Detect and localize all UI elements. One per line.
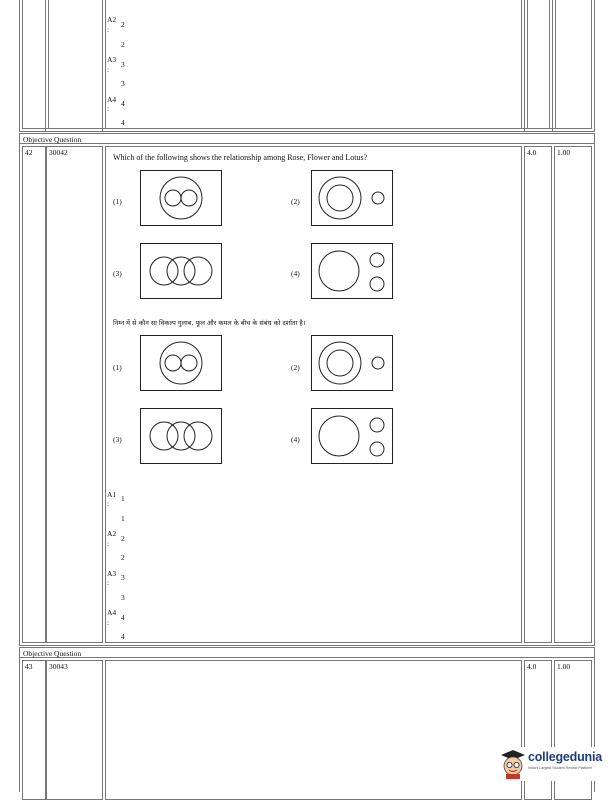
- q43-id-cell: [46, 660, 103, 800]
- q42-number-cell: [22, 146, 46, 643]
- logo-tagline: India's Largest Student Review Platform: [528, 766, 592, 770]
- section-header-text: Objective Question: [23, 135, 82, 144]
- option-label: (1): [113, 363, 122, 372]
- question-negative-marks: 1.00: [557, 662, 571, 671]
- option-label: (3): [113, 269, 122, 278]
- answer-colon: :: [107, 104, 110, 113]
- answer-value: 3: [121, 60, 125, 69]
- mascot-icon: [500, 749, 526, 779]
- answer-colon: :: [107, 499, 110, 508]
- section-header-text: Objective Question: [23, 649, 82, 658]
- answer-value: 4: [121, 99, 125, 108]
- answer-value: 1: [121, 494, 125, 503]
- q43-body-cell: [105, 660, 522, 800]
- answer-value: 3: [121, 573, 125, 582]
- option-2-diagram-hindi: [311, 335, 393, 391]
- q43-number-cell: [22, 660, 46, 800]
- question-number: 42: [25, 148, 33, 157]
- answer-repeat: 2: [121, 40, 125, 49]
- answer-colon: :: [107, 25, 110, 34]
- option-1-diagram-hindi: [140, 335, 222, 391]
- question-id: 30042: [49, 148, 68, 157]
- q42-marks-cell: [524, 146, 552, 643]
- answer-colon: :: [107, 618, 110, 627]
- option-2-diagram: [311, 170, 393, 226]
- option-label: (1): [113, 197, 122, 206]
- question-marks: 4.0: [527, 662, 537, 671]
- q42-negative-cell: [554, 146, 592, 643]
- answer-value: 2: [121, 20, 125, 29]
- answer-repeat: 3: [121, 79, 125, 88]
- answer-label: A4: [107, 608, 117, 617]
- answer-label: A3: [107, 569, 117, 578]
- answer-label: A2: [107, 15, 117, 24]
- option-3-diagram: [140, 243, 222, 299]
- answer-label: A4: [107, 95, 117, 104]
- answer-repeat: 4: [121, 632, 125, 641]
- answer-colon: :: [107, 65, 110, 74]
- option-label: (2): [291, 197, 300, 206]
- question-text-hindi: निम्न में से कौन सा विकल्प गुलाब, फूल और कमल के बीच के संबंध को दर्शाता है।: [113, 319, 306, 327]
- section-header: [19, 133, 595, 144]
- answer-value: 4: [121, 613, 125, 622]
- option-label: (3): [113, 435, 122, 444]
- answer-repeat: 1: [121, 514, 125, 523]
- option-4-diagram-hindi: [311, 408, 393, 464]
- option-label: (4): [291, 269, 300, 278]
- answer-repeat: 2: [121, 553, 125, 562]
- logo-name: collegedunia: [528, 750, 603, 764]
- answer-label: A1: [107, 490, 117, 499]
- question-text-english: Which of the following shows the relationship among Rose, Flower and Lotus?: [113, 153, 368, 162]
- question-id: 30043: [49, 662, 68, 671]
- answer-label: A3: [107, 55, 117, 64]
- collegedunia-logo: [500, 747, 608, 781]
- answer-label: A2: [107, 529, 117, 538]
- answer-value: 2: [121, 534, 125, 543]
- answer-repeat: 4: [121, 118, 125, 127]
- answer-colon: :: [107, 539, 110, 548]
- section-header: [19, 647, 595, 658]
- option-label: (4): [291, 435, 300, 444]
- answer-repeat: 3: [121, 593, 125, 602]
- option-4-diagram: [311, 243, 393, 299]
- option-label: (2): [291, 363, 300, 372]
- option-1-diagram: [140, 170, 222, 226]
- answer-colon: :: [107, 578, 110, 587]
- option-3-diagram-hindi: [140, 408, 222, 464]
- question-number: 43: [25, 662, 33, 671]
- question-marks: 4.0: [527, 148, 537, 157]
- question-negative-marks: 1.00: [557, 148, 571, 157]
- q42-id-cell: [46, 146, 103, 643]
